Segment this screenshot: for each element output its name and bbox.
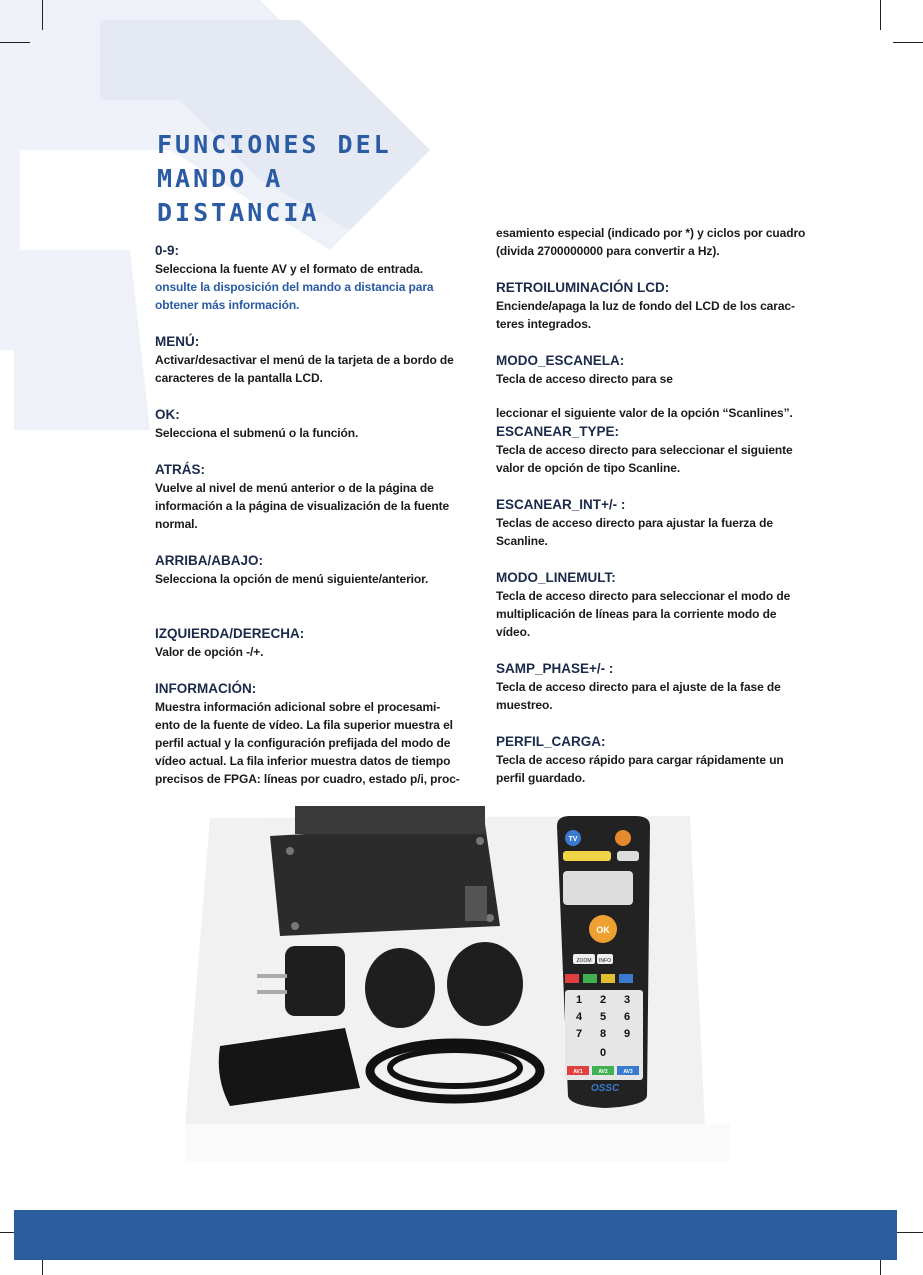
title-line: FUNCIONES DEL [157,130,392,159]
crop-mark [42,0,43,30]
key-1: 1 [575,994,583,1006]
section-heading: OK: [155,407,180,422]
section-body: Teclas de acceso directo para ajustar la fuerza de Scanline. [496,516,773,548]
section-escanear-int [496,495,806,550]
key-0: 0 [599,1047,607,1059]
adapter [447,942,523,1026]
section-body-continued: leccionar el siguiente valor de la opción “Scanlines”. [496,406,793,420]
section-body: Valor de opción -/+. [155,645,264,659]
key-2: 2 [599,994,607,1006]
key-4: 4 [575,1011,583,1023]
title-line: DISTANCIA [157,198,320,227]
section-body: Enciende/apaga la luz de fondo del LCD de los carac-teres integrados. [496,299,795,331]
section-heading: PERFIL_CARGA: [496,734,606,749]
section-ok [155,405,465,442]
key-8: 8 [599,1028,607,1040]
ok-button-label: OK [596,925,610,935]
section-samp-phase [496,659,806,714]
section-body: Vuelve al nivel de menú anterior o de la página de información a la página de visualización de la fuente normal. [155,481,450,531]
section-body: Muestra información adicional sobre el procesami-ento de la fuente de vídeo. La fila superior muestra el perfil actual y la configuración prefijada del modo de vídeo actual. La fila inferior muestra datos de tiempo precisos de FPGA: líneas por cuadro, estado p/i, proc- [155,700,460,786]
section-heading: IZQUIERDA/DERECHA: [155,626,305,641]
section-heading: ESCANEAR_INT+/- : [496,497,626,512]
left-column [155,241,465,806]
section-heading: ATRÁS: [155,462,205,477]
key-6: 6 [623,1011,631,1023]
section-heading: RETROILUMINACIÓN LCD: [496,280,670,295]
section-body: Tecla de acceso directo para se [496,372,673,386]
right-column [496,224,806,805]
section-heading: MODO_ESCANELA: [496,353,625,368]
adapter [285,946,345,1016]
section-heading: SAMP_PHASE+/- : [496,661,614,676]
remote-control [557,816,650,1108]
key-3: 3 [623,994,631,1006]
section-body: Tecla de acceso directo para seleccionar el siguiente valor de opción de tipo Scanline. [496,443,793,475]
remote-brand-logo: OSSC [590,1083,620,1094]
section-atras [155,460,465,533]
device-board-top [295,806,485,834]
adapter [365,948,435,1028]
crop-mark [0,42,30,43]
crop-mark [893,1232,923,1233]
page-title [157,128,487,230]
section-izquierda-derecha [155,624,465,661]
section-body: Selecciona la opción de menú siguiente/anterior. [155,572,429,586]
info-label: INFO [599,958,611,964]
section-heading: ARRIBA/ABAJO: [155,553,263,568]
av1-label: AV1 [573,1069,583,1075]
crop-mark [893,42,923,43]
key-5: 5 [599,1011,607,1023]
section-body: esamiento especial (indicado por *) y ciclos por cuadro (divida 2700000000 para convertir a Hz). [496,226,806,258]
section-heading: ESCANEAR_TYPE: [496,424,620,439]
section-escanear-type [496,422,806,477]
section-heading: MODO_LINEMULT: [496,570,616,585]
section-continuation [496,224,806,260]
crop-mark [880,0,881,30]
section-body: Selecciona el submenú o la función. [155,426,359,440]
title-line: MANDO A [157,164,284,193]
section-body: Tecla de acceso rápido para cargar rápidamente un perfil guardado. [496,753,784,785]
section-modo-escanela [496,351,806,422]
tray-front [185,1124,730,1161]
section-arriba-abajo [155,551,465,588]
section-0-9 [155,241,465,314]
section-heading: MENÚ: [155,334,200,349]
section-informacion [155,679,465,788]
section-body: Tecla de acceso directo para seleccionar el modo de multiplicación de líneas para la corriente modo de vídeo. [496,589,791,639]
section-body: Selecciona la fuente AV y el formato de entrada. [155,262,423,276]
section-perfil-carga [496,732,806,787]
section-body: Activar/desactivar el menú de la tarjeta de a bordo de caracteres de la pantalla LCD. [155,353,454,385]
key-9: 9 [623,1028,631,1040]
section-retroiluminacion [496,278,806,333]
section-heading: 0-9: [155,243,180,258]
section-note: onsulte la disposición del mando a distancia para obtener más información. [155,280,434,312]
section-modo-linemult [496,568,806,641]
section-menu [155,332,465,387]
av2-label: AV2 [598,1069,608,1075]
section-body: Tecla de acceso directo para el ajuste de la fase de muestreo. [496,680,781,712]
section-heading: INFORMACIÓN: [155,681,257,696]
key-7: 7 [575,1028,583,1040]
footer-bar [14,1210,897,1260]
zoom-label: ZOOM [576,958,592,964]
av3-label: AV3 [623,1069,633,1075]
product-photo [185,806,730,1161]
tv-button-label: TV [568,836,578,843]
